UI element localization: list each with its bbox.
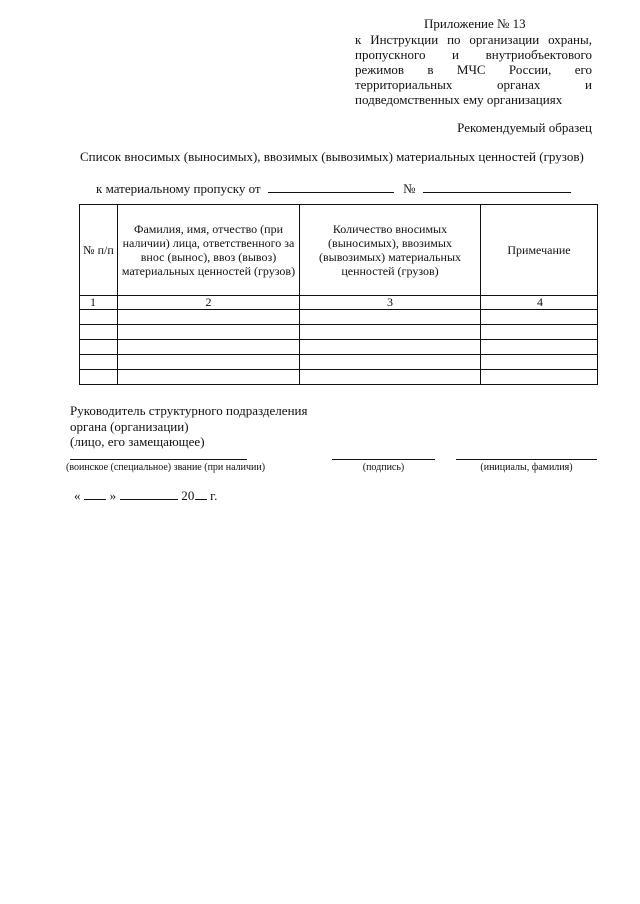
pass-number-sign: № xyxy=(403,181,416,196)
column-number-cell: 3 xyxy=(300,296,481,310)
table-cell xyxy=(300,370,481,385)
header-cell-number: № п/п xyxy=(80,205,118,296)
table-row xyxy=(80,355,598,370)
table-cell xyxy=(118,355,300,370)
column-number-cell: 4 xyxy=(481,296,598,310)
year-suffix: г. xyxy=(210,488,218,503)
signer-line-3: (лицо, его замещающее) xyxy=(70,434,205,449)
appendix-title: Приложение № 13 xyxy=(424,16,526,31)
table-row xyxy=(80,325,598,340)
year-blank xyxy=(195,488,207,500)
date-close-quote: » xyxy=(109,488,117,503)
signer-block xyxy=(70,403,307,450)
table-cell xyxy=(300,310,481,325)
pass-number-blank xyxy=(423,180,571,193)
table-cell xyxy=(118,310,300,325)
table-cell xyxy=(481,370,598,385)
table-column-numbers-row xyxy=(80,296,598,310)
year-prefix: 20 xyxy=(181,488,195,503)
table-row xyxy=(80,310,598,325)
day-blank xyxy=(84,488,106,500)
header-cell-responsive-person: Фамилия, имя, отчество (при наличии) лица, ответственного за внос (вынос), ввоз (вывоз) материальных ценностей (грузов) xyxy=(118,205,300,296)
table-cell xyxy=(118,325,300,340)
signature-line xyxy=(332,459,435,460)
table-cell xyxy=(80,355,118,370)
initials-signature-line xyxy=(456,459,597,460)
table-cell xyxy=(481,325,598,340)
table-cell xyxy=(80,310,118,325)
date-line xyxy=(74,488,218,504)
table-row xyxy=(80,340,598,355)
table-row xyxy=(80,370,598,385)
appendix-subtitle: к Инструкции по организации охраны, пропускного и внутриобъектового режимов в МЧС России, его территориальных органах и подведомственных ему организациях xyxy=(355,32,592,107)
rank-signature-line xyxy=(70,459,247,460)
date-open-quote: « xyxy=(74,488,81,503)
pass-label: к материальному пропуску от xyxy=(96,181,261,196)
table-cell xyxy=(118,340,300,355)
table-cell xyxy=(80,340,118,355)
table-cell xyxy=(300,325,481,340)
table-cell xyxy=(300,340,481,355)
table-cell xyxy=(300,355,481,370)
items-table xyxy=(79,204,598,385)
table-cell xyxy=(118,370,300,385)
table-cell xyxy=(80,325,118,340)
pass-date-blank xyxy=(268,180,394,193)
table-cell xyxy=(80,370,118,385)
table-header-row xyxy=(80,205,598,296)
header-cell-quantity: Количество вносимых (выносимых), ввозимых (вывозимых) материальных ценностей (грузов) xyxy=(300,205,481,296)
signer-line-1: Руководитель структурного подразделения xyxy=(70,403,308,418)
table-cell xyxy=(481,310,598,325)
signature-caption: (подпись) xyxy=(362,462,405,473)
signer-line-2: органа (организации) xyxy=(70,418,189,434)
table-cell xyxy=(481,340,598,355)
month-blank xyxy=(120,488,178,500)
recommended-sample-label: Рекомендуемый образец xyxy=(457,120,592,135)
table-cell xyxy=(481,355,598,370)
pass-reference-line xyxy=(96,180,571,197)
document-title: Список вносимых (выносимых), ввозимых (вывозимых) материальных ценностей (грузов) xyxy=(80,149,584,164)
header-cell-note: Примечание xyxy=(481,205,598,296)
initials-caption: (инициалы, фамилия) xyxy=(480,462,573,473)
column-number-cell: 1 xyxy=(80,296,118,310)
rank-caption: (воинское (специальное) звание (при наличии) xyxy=(66,462,266,473)
column-number-cell: 2 xyxy=(118,296,300,310)
